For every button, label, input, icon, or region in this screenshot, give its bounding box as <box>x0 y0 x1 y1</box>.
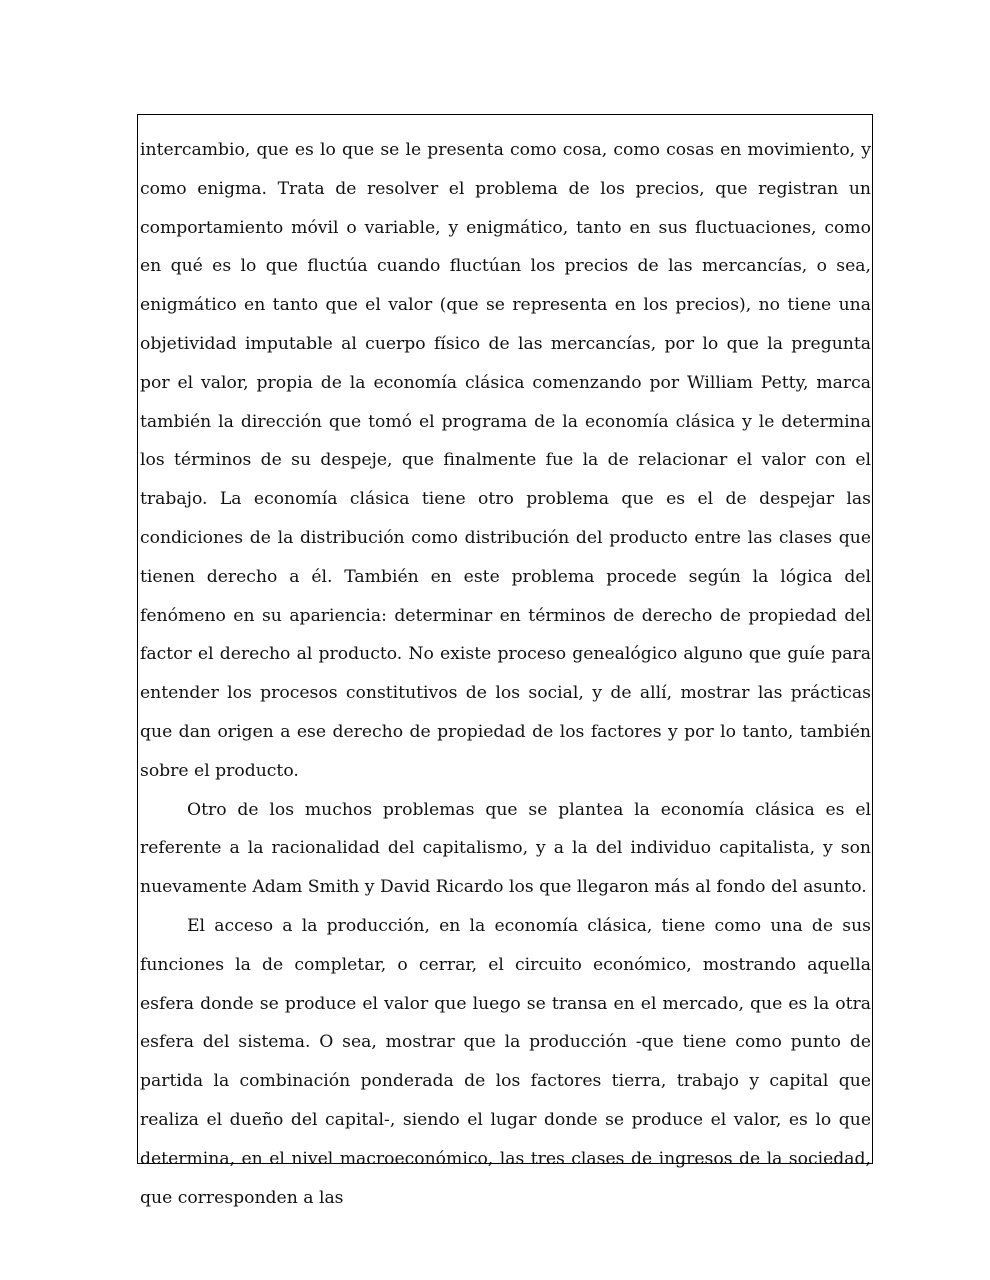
paragraph-1: intercambio, que es lo que se le presenta como cosa, como cosas en movimiento, y como enigma. Trata de resolver el problema de los precios, que registran un comportamiento móvil o variable, y enigmático, tanto en sus fluctuaciones, como en qué es lo que fluctúa cuando fluctúan los precios de las mercancías, o sea, enigmático en tanto que el valor (que se representa en los precios), no tiene una objetividad imputable al cuerpo físico de las mercancías, por lo que la pregunta por el valor, propia de la economía clásica comenzando por William Petty, marca también la dirección que tomó el programa de la economía clásica y le determina los términos de su despeje, que finalmente fue la de relacionar el valor con el trabajo. La economía clásica tiene otro problema que es el de despejar las condiciones de la distribución como distribución del producto entre las clases que tienen derecho a él. También en este problema procede según la lógica del fenómeno en su apariencia: determinar en términos de derecho de propiedad del factor el derecho al producto. No existe proceso genealógico alguno que guíe para entender los procesos constitutivos de los social, y de allí, mostrar las prácticas que dan origen a ese derecho de propiedad de los factores y por lo tanto, también sobre el producto. <box>140 140 871 781</box>
page-frame <box>137 114 873 1208</box>
paragraph-2: Otro de los muchos problemas que se plantea la economía clásica es el referente a la racionalidad del capitalismo, y a la del individuo capitalista, y son nuevamente Adam Smith y David Ricardo los que llegaron más al fondo del asunto. <box>140 799 871 898</box>
paragraph-3: El acceso a la producción, en la economía clásica, tiene como una de sus funciones la de completar, o cerrar, el circuito económico, mostrando aquella esfera donde se produce el valor que luego se transa en el mercado, que es la otra esfera del sistema. O sea, mostrar que la producción -que tiene como punto de partida la combinación ponderada de los factores tierra, trabajo y capital que realiza el dueño del capital-, siendo el lugar donde se produce el valor, es lo que determina, en el nivel macroeconómico, las tres clases de ingresos de la sociedad, que corresponden a las <box>140 915 871 1208</box>
text-body <box>140 131 871 1217</box>
